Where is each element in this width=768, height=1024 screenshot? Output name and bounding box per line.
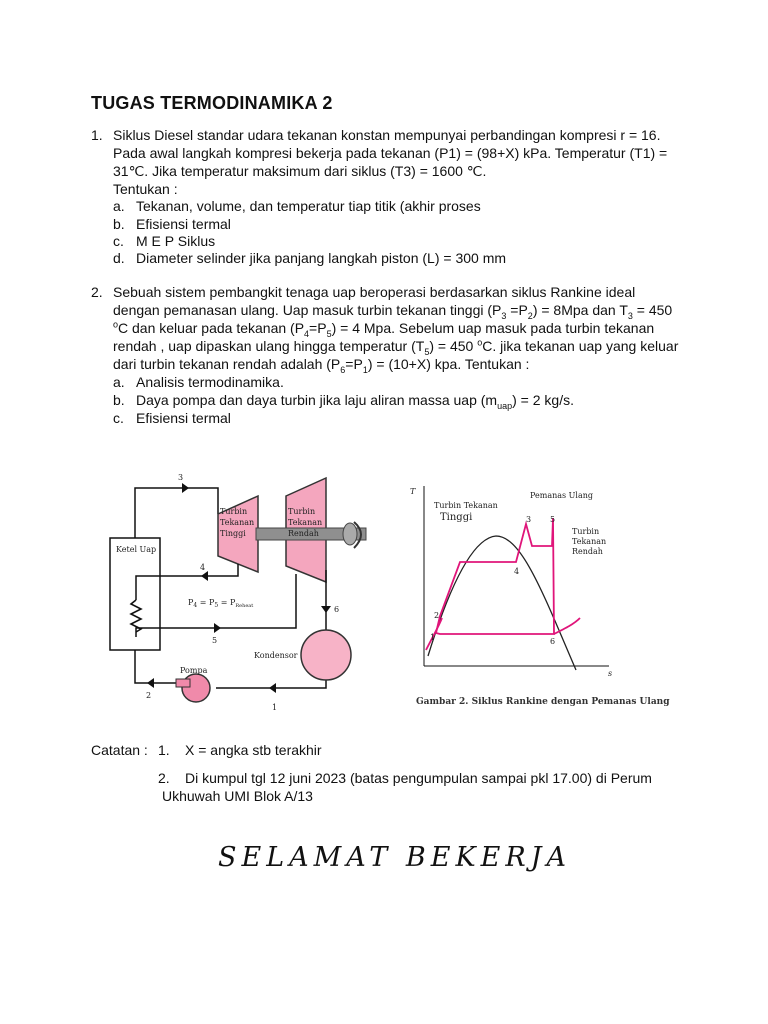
q2-line-4: rendah , uap dipaskan ulang hingga temperatur $(T_5) = 450$ $^o$C. jika tekanan uap yang keluar	[113, 337, 679, 357]
svg-text:4: 4	[514, 567, 520, 576]
q2-line-5: dari turbin tekanan rendah adalah $(P_6=P_1) = (10+X)$ kpa. Tentukan :	[113, 356, 530, 375]
svg-text:Tekanan: Tekanan	[572, 537, 607, 546]
document-title: TUGAS TERMODINAMIKA 2	[91, 93, 333, 113]
svg-text:3: 3	[526, 515, 532, 524]
q1-item-d: Diameter selinder jika panjang langkah piston (L) = 300 mm	[136, 250, 507, 266]
signoff-text: SELAMAT BEKERJA	[218, 842, 571, 873]
q1-item-b: Efisiensi termal	[136, 216, 231, 232]
q2-item-b: Daya pompa dan daya turbin jika laju aliran massa uap $(m_{uap}) = 2$ kg/s.	[136, 392, 574, 411]
svg-text:6: 6	[334, 605, 340, 614]
q2-item-a-letter: a.	[113, 374, 125, 390]
svg-text:Rendah: Rendah	[288, 529, 319, 538]
q2-item-c: Efisiensi termal	[136, 410, 231, 426]
boiler-label: Ketel Uap	[116, 545, 157, 554]
q1-item-c-letter: c.	[113, 233, 124, 249]
q2-item-c-letter: c.	[113, 410, 124, 426]
svg-text:Turbin: Turbin	[288, 507, 316, 516]
svg-text:Tekanan: Tekanan	[288, 518, 323, 527]
svg-text:6: 6	[550, 637, 556, 646]
q1-item-a-letter: a.	[113, 198, 125, 214]
note-2-line-2: Ukhuwah UMI Blok A/13	[162, 788, 313, 804]
note-1-number: 1.	[158, 742, 170, 758]
figure-caption: Gambar 2. Siklus Rankine dengan Pemanas Ulang	[416, 697, 670, 707]
svg-text:2: 2	[434, 611, 440, 620]
svg-text:Tinggi: Tinggi	[440, 512, 473, 523]
svg-text:Pemanas Ulang: Pemanas Ulang	[530, 491, 594, 500]
svg-text:Turbin Tekanan: Turbin Tekanan	[434, 501, 498, 510]
q1-line-2: Pada awal langkah kompresi bekerja pada tekanan (P1) = (98+X) kPa. Temperatur (T1) =	[113, 145, 668, 161]
q1-line-3: 31℃. Jika temperatur maksimum dari siklus (T3) = 1600 ℃.	[113, 163, 487, 179]
svg-text:3: 3	[178, 473, 184, 482]
q1-item-d-letter: d.	[113, 250, 125, 266]
q1-item-a: Tekanan, volume, dan temperatur tiap titik (akhir proses	[136, 198, 481, 214]
ts-diagram	[404, 478, 624, 688]
condenser	[301, 630, 351, 680]
pump	[182, 674, 210, 702]
svg-text:4: 4	[200, 563, 206, 572]
q1-number: 1.	[91, 127, 103, 143]
note-1-text: X = angka stb terakhir	[185, 742, 322, 758]
q1-line-4: Tentukan :	[113, 181, 178, 197]
svg-text:s: s	[608, 669, 613, 678]
condenser-label: Kondensor	[254, 651, 298, 660]
svg-text:1: 1	[430, 633, 436, 642]
pressure-note: $P_4 = P_5 = P_{Reheat}$	[188, 598, 254, 609]
note-2-number: 2.	[158, 770, 170, 786]
q2-line-1: Sebuah sistem pembangkit tenaga uap beroperasi berdasarkan siklus Rankine ideal	[113, 284, 636, 300]
q1-item-b-letter: b.	[113, 216, 125, 232]
pump-label: Pompa	[180, 666, 208, 675]
svg-text:1: 1	[272, 703, 278, 712]
q1-item-c: M E P Siklus	[136, 233, 216, 249]
svg-text:2: 2	[146, 691, 152, 700]
svg-text:Turbin: Turbin	[220, 507, 248, 516]
q2-line-2: dengan pemanasan ulang. Uap masuk turbin tekanan tinggi $(P_3 =P_2) = 8Mpa$ dan $T_3 = 450$	[113, 302, 673, 321]
notes-label: Catatan :	[91, 742, 148, 758]
q2-item-a: Analisis termodinamika.	[136, 374, 284, 390]
q2-line-3: $^o$C dan keluar pada tekanan $(P_4=P_5) = 4$ Mpa. Sebelum uap masuk pada turbin tekanan	[113, 319, 655, 339]
svg-text:5: 5	[550, 515, 556, 524]
boiler-box	[110, 538, 160, 650]
svg-text:Tekanan: Tekanan	[220, 518, 255, 527]
svg-text:T: T	[410, 487, 416, 496]
note-2-line-1: Di kumpul tgl 12 juni 2023 (batas pengumpulan sampai pkl 17.00) di Perum	[185, 770, 652, 786]
q1-line-1: Siklus Diesel standar udara tekanan konstan mempunyai perbandingan kompresi r = 16.	[113, 127, 661, 143]
svg-text:Turbin: Turbin	[572, 527, 600, 536]
q2-number: 2.	[91, 284, 103, 300]
svg-text:Tinggi: Tinggi	[220, 529, 246, 538]
rankine-plant-diagram	[96, 470, 396, 720]
svg-text:Rendah: Rendah	[572, 547, 603, 556]
q2-item-b-letter: b.	[113, 392, 125, 408]
svg-text:5: 5	[212, 636, 218, 645]
